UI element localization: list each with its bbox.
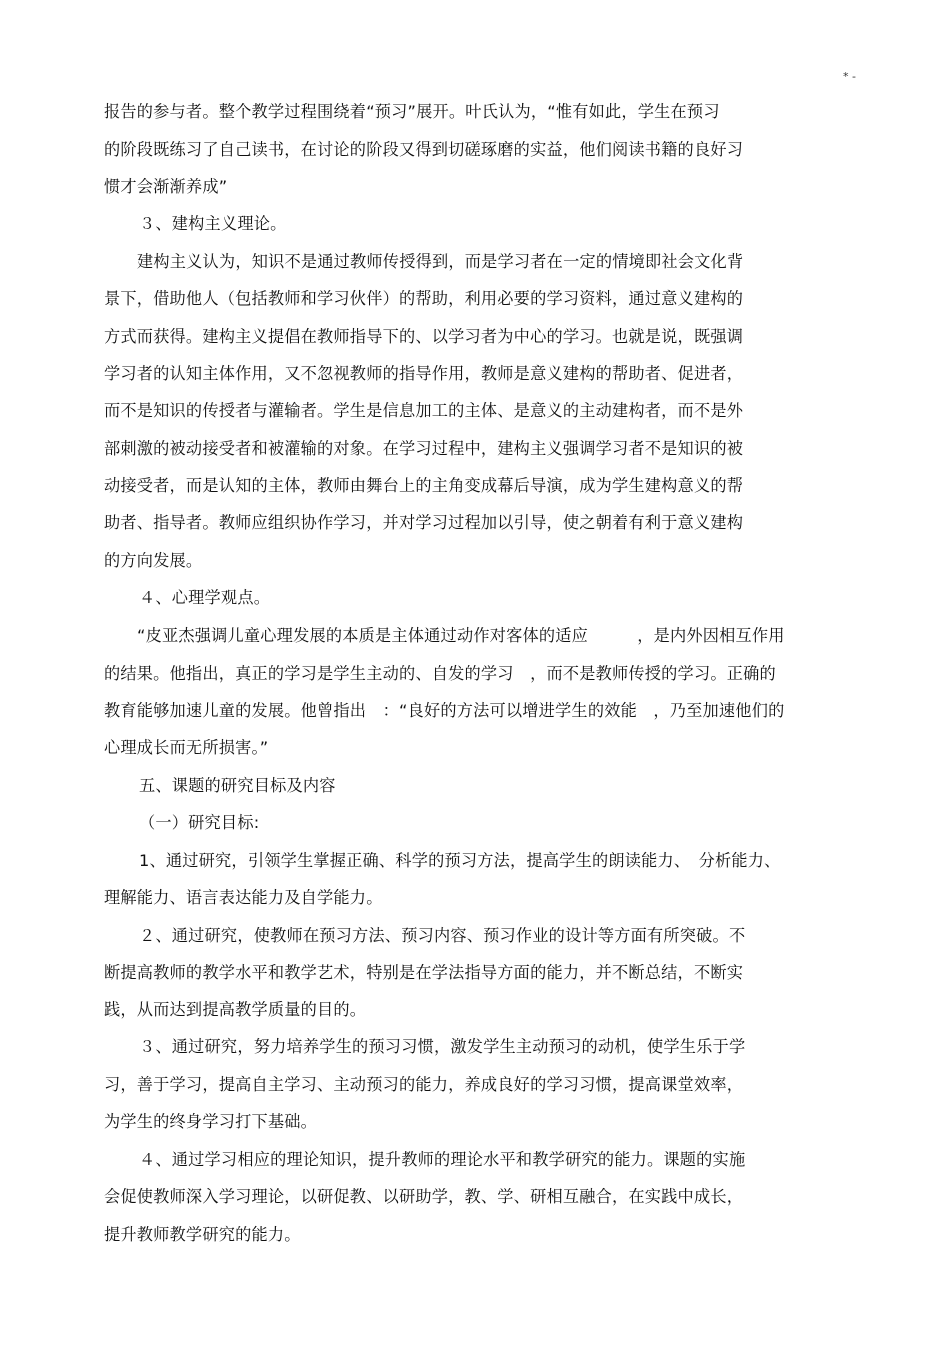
paragraph-line: 为学生的终身学习打下基础。	[104, 1112, 318, 1131]
paragraph-line: 心理成长而无所损害。”	[104, 738, 269, 757]
paragraph-line: 的方向发展。	[104, 551, 203, 570]
paragraph-line: ２、通过研究，使教师在预习方法、预习内容、预习作业的设计等方面有所突破。不	[139, 926, 746, 945]
paragraph-line: 会促使教师深入学习理论，以研促教、以研助学，教、学、研相互融合，在实践中成长，	[104, 1187, 744, 1206]
paragraph-line: ４、通过学习相应的理论知识，提升教师的理论水平和教学研究的能力。课题的实施	[139, 1150, 746, 1169]
paragraph-line: “皮亚杰强调儿童心理发展的本质是主体通过动作对客体的适应 ，是内外因相互作用	[137, 626, 785, 645]
paragraph-line: 理解能力、语言表达能力及自学能力。	[104, 888, 383, 907]
paragraph-line: 教育能够加速儿童的发展。他曾指出 ：“良好的方法可以增进学生的效能 ，乃至加速他们的	[104, 701, 785, 720]
paragraph-line: 学习者的认知主体作用，又不忽视教师的指导作用，教师是意义建构的帮助者、促进者，	[104, 364, 744, 383]
section-heading: ３、建构主义理论。	[139, 214, 287, 233]
paragraph-line: 景下，借助他人（包括教师和学习伙伴）的帮助，利用必要的学习资料，通过意义建构的	[104, 289, 744, 308]
paragraph-line: 惯才会渐渐养成”	[104, 177, 228, 196]
section-heading: ４、心理学观点。	[139, 588, 271, 607]
paragraph-line: 的阶段既练习了自己读书，在讨论的阶段又得到切磋琢磨的实益，他们阅读书籍的良好习	[104, 140, 744, 159]
section-heading: 五、课题的研究目标及内容	[139, 776, 336, 795]
paragraph-line: 建构主义认为，知识不是通过教师传授得到，而是学习者在一定的情境即社会文化背	[137, 252, 744, 271]
subsection-heading: （一）研究目标:	[139, 813, 260, 832]
paragraph-line: 报告的参与者。整个教学过程围绕着“预习”展开。叶氏认为，“惟有如此，学生在预习	[104, 102, 720, 121]
paragraph-line: 部刺激的被动接受者和被灌输的对象。在学习过程中，建构主义强调学习者不是知识的被	[104, 439, 744, 458]
paragraph-line: 的结果。他指出，真正的学习是学生主动的、自发的学习 ，而不是教师传授的学习。正确的	[104, 664, 776, 683]
paragraph-line: 1、通过研究，引领学生掌握正确、科学的预习方法，提高学生的朗读能力、 分析能力、	[139, 851, 781, 870]
paragraph-line: 助者、指导者。教师应组织协作学习，并对学习过程加以引导，使之朝着有利于意义建构	[104, 513, 744, 532]
paragraph-line: 践，从而达到提高教学质量的目的。	[104, 1000, 367, 1019]
paragraph-line: ３、通过研究，努力培养学生的预习习惯，激发学生主动预习的动机，使学生乐于学	[139, 1037, 746, 1056]
paragraph-line: 而不是知识的传授者与灌输者。学生是信息加工的主体、是意义的主动建构者，而不是外	[104, 401, 744, 420]
paragraph-line: 动接受者，而是认知的主体，教师由舞台上的主角变成幕后导演，成为学生建构意义的帮	[104, 476, 744, 495]
paragraph-line: 提升教师教学研究的能力。	[104, 1225, 301, 1244]
page-marker: * -	[843, 70, 856, 83]
paragraph-line: 断提高教师的教学水平和教学艺术，特别是在学法指导方面的能力，并不断总结，不断实	[104, 963, 744, 982]
paragraph-line: 习，善于学习，提高自主学习、主动预习的能力，养成良好的学习习惯，提高课堂效率，	[104, 1075, 744, 1094]
paragraph-line: 方式而获得。建构主义提倡在教师指导下的、以学习者为中心的学习。也就是说，既强调	[104, 327, 744, 346]
